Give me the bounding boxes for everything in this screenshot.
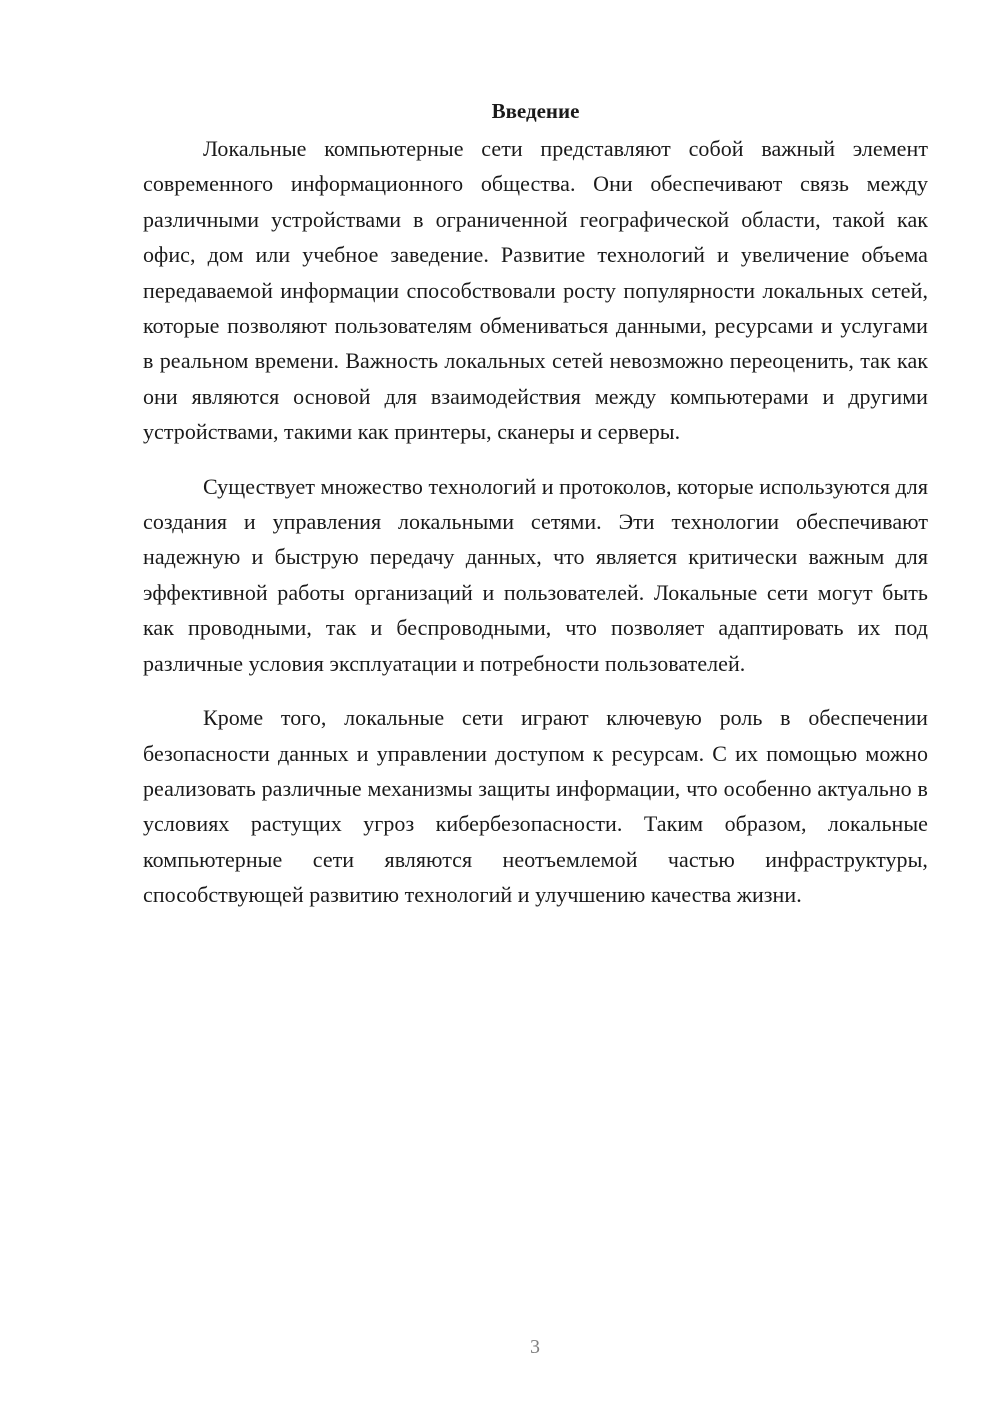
paragraph-3: Кроме того, локальные сети играют ключевую роль в обеспечении безопасности данных и управлении доступом к ресурсам. С их помощью можно реализовать различные механизмы защиты информации, что особенно актуально в условиях растущих угроз кибербезопасности. Таким образом, локальные компьютерные сети являются неотъемлемой частью инфраструктуры, способствующей развитию технологий и улучшению качества жизни. (143, 705, 928, 908)
paragraph-1: Локальные компьютерные сети представляют собой важный элемент современного информационного общества. Они обеспечивают связь между различными устройствами в ограниченной географической области, такой как офис, дом или учебное заведение. Развитие технологий и увеличение объема передаваемой информации способствовали росту популярности локальных сетей, которые позволяют пользователям обмениваться данными, ресурсами и услугами в реальном времени. Важность локальных сетей невозможно переоценить, так как они являются основой для взаимодействия между компьютерами и другими устройствами, такими как принтеры, сканеры и серверы. (143, 136, 928, 445)
section-title: Введение (491, 99, 580, 123)
page-number: 3 (530, 1336, 540, 1358)
paragraph-2: Существует множество технологий и протоколов, которые используются для создания и управления локальными сетями. Эти технологии обеспечивают надежную и быструю передачу данных, что является критически важным для эффективной работы организаций и пользователей. Локальные сети могут быть как проводными, так и беспроводными, что позволяет адаптировать их под различные условия эксплуатации и потребности пользователей. (143, 473, 928, 676)
page-content (143, 96, 928, 913)
